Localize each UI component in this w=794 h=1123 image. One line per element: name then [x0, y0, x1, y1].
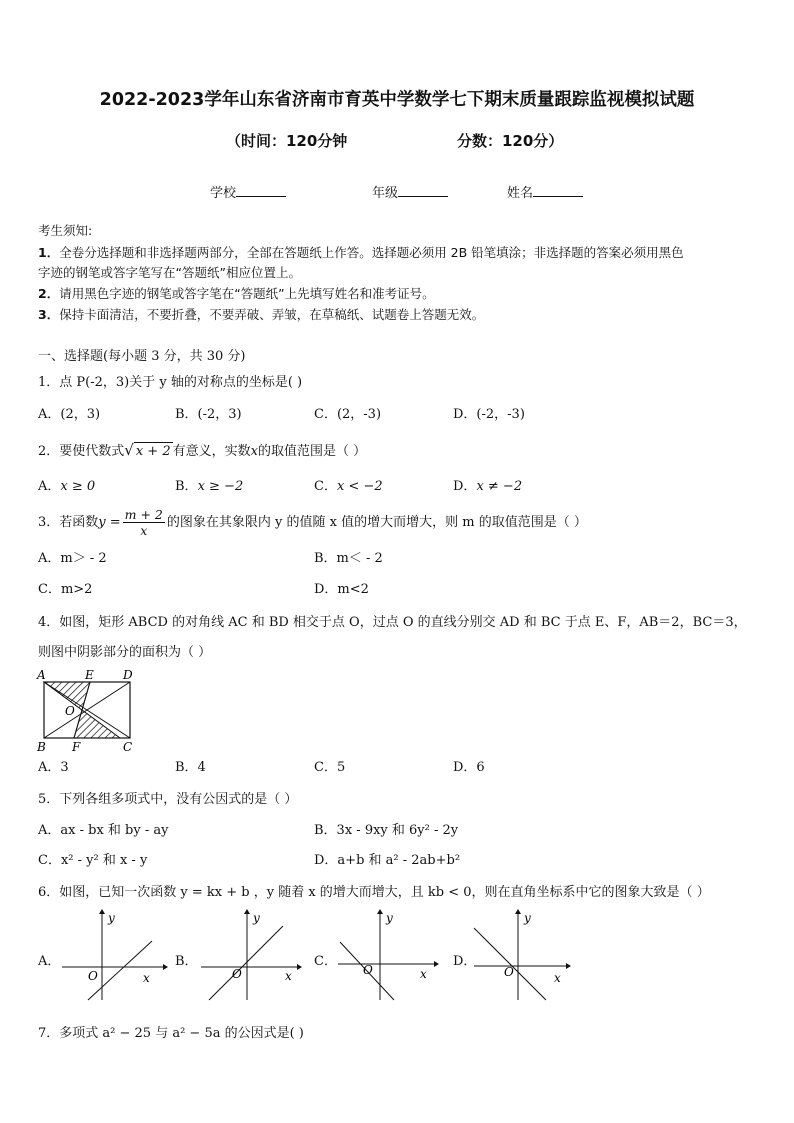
q5-option-b[interactable]: B．3x - 9xy 和 6y² - 2y: [314, 823, 459, 838]
q6-graph-b: [197, 908, 309, 1004]
q2-option-b[interactable]: B．x ≥ −2: [175, 479, 244, 494]
grade-field[interactable]: [372, 182, 448, 201]
svg-text:x: x: [420, 967, 427, 981]
svg-text:x: x: [143, 971, 150, 985]
svg-text:O: O: [363, 963, 373, 977]
q6-line-b: [209, 926, 283, 1000]
q6-graph-a: [58, 908, 170, 1004]
page-title: 2022-2023学年山东省济南市育英中学数学七下期末质量跟踪监视模拟试题: [99, 90, 695, 110]
q1-stem: 1．点 P(-2，3)关于 y 轴的对称点的坐标是( ): [38, 375, 303, 390]
q2-stem: 2．要使代数式√ x + 2 有意义，实数x的取值范围是（ ）: [38, 441, 367, 459]
notice-item-2: 2．请用黑色字迹的钢笔或答字笔在“答题纸”上先填写姓名和准考证号。: [38, 286, 435, 301]
q6-option-d[interactable]: D．: [453, 954, 477, 969]
q4-label-d: D: [123, 668, 133, 682]
q2-option-a[interactable]: A．x ≥ 0: [38, 479, 96, 494]
q5-stem: 5．下列各组多项式中，没有公因式的是（ ）: [38, 792, 298, 807]
q1-option-a[interactable]: A．(2，3): [38, 407, 101, 422]
school-label: 学校: [210, 186, 237, 201]
q1-option-d[interactable]: D．(-2，-3): [453, 407, 525, 422]
q6-option-b[interactable]: B．: [175, 954, 198, 969]
section-heading: 一、选择题(每小题 3 分，共 30 分): [38, 349, 246, 364]
q4-option-a[interactable]: A．3: [38, 760, 69, 775]
svg-text:x: x: [554, 971, 561, 985]
q4-option-d[interactable]: D．6: [453, 760, 485, 775]
q4-rectangle-figure: [34, 667, 144, 755]
q5-option-d[interactable]: D．a+b 和 a² - 2ab+b²: [314, 853, 461, 868]
svg-text:x: x: [285, 969, 292, 983]
q4-label-e: E: [85, 668, 94, 682]
q4-option-c[interactable]: C．5: [314, 760, 346, 775]
notice-item-3: 3．保持卡面清洁，不要折叠，不要弄破、弄皱，在草稿纸、试题卷上答题无效。: [38, 307, 485, 322]
q4-stem-line2: 则图中阴影部分的面积为（ ）: [38, 645, 212, 660]
svg-text:y: y: [253, 911, 260, 925]
notice-item-1: 1．全卷分选择题和非选择题两部分，全部在答题纸上作答。选择题必须用 2B 铅笔填涂；非选择题的答案必须用黑色: [38, 245, 684, 260]
q5-option-c[interactable]: C．x² - y² 和 x - y: [38, 853, 148, 868]
notice-heading: 考生须知:: [38, 223, 93, 238]
q4-label-b: B: [37, 740, 46, 754]
q3-option-a[interactable]: A．m＞ - 2: [38, 551, 107, 566]
q4-label-f: F: [72, 740, 81, 754]
svg-text:y: y: [386, 911, 393, 925]
q6-line-d: [474, 928, 546, 1000]
q3-stem: 3．若函数y = $\frac{m + 2}{x}$ 的图象在其象限内 y 的值随 x 值的增大而增大，则 m 的取值范围是（ ）: [38, 507, 587, 538]
q6-graph-c: [334, 908, 446, 1004]
grade-label: 年级: [372, 186, 399, 201]
notice-item-1-cont: 字迹的钢笔或答字笔写在“答题纸”相应位置上。: [38, 265, 301, 280]
svg-text:y: y: [108, 911, 115, 925]
q2-option-c[interactable]: C．x < −2: [314, 479, 383, 494]
q6-graph-d: [470, 908, 582, 1004]
exam-time: （时间：120分钟: [226, 132, 348, 150]
q3-fraction: $\frac{m + 2}{x}$: [124, 507, 163, 538]
q6-stem: 6．如图，已知一次函数 y = kx + b ，y 随着 x 的增大而增大，且 kb < 0，则在直角坐标系中它的图象大致是（ ）: [38, 885, 710, 900]
q4-label-a: A: [37, 668, 46, 682]
q6-option-c[interactable]: C．: [314, 954, 337, 969]
q4-stem-line1: 4．如图，矩形 ABCD 的对角线 AC 和 BD 相交于点 O，过点 O 的直线分别交 AD 和 BC 于点 E、F，AB＝2，BC＝3，: [38, 615, 747, 630]
school-field[interactable]: [210, 182, 286, 201]
q1-option-b[interactable]: B．(-2，3): [175, 407, 242, 422]
q5-option-a[interactable]: A．ax - bx 和 by - ay: [38, 823, 169, 838]
q6-option-a[interactable]: A．: [38, 954, 61, 969]
q7-stem: 7．多项式 a² − 25 与 a² − 5a 的公因式是( ): [38, 1026, 304, 1041]
q3-option-b[interactable]: B．m＜ - 2: [314, 551, 383, 566]
q4-label-c: C: [123, 740, 133, 754]
svg-text:y: y: [524, 911, 531, 925]
q4-label-o: O: [65, 704, 75, 718]
svg-text:O: O: [88, 969, 98, 983]
q3-option-c[interactable]: C．m>2: [38, 582, 93, 597]
q2-option-d[interactable]: D．x ≠ −2: [453, 479, 523, 494]
q4-option-b[interactable]: B．4: [175, 760, 206, 775]
svg-text:O: O: [232, 967, 242, 981]
svg-text:O: O: [504, 965, 514, 979]
q3-option-d[interactable]: D．m<2: [314, 582, 369, 597]
exam-score: 分数：120分）: [457, 132, 564, 150]
q2-radicand: x + 2: [135, 444, 171, 459]
name-field[interactable]: [507, 182, 583, 201]
q1-option-c[interactable]: C．(2，-3): [314, 407, 382, 422]
name-label: 姓名: [507, 186, 534, 201]
